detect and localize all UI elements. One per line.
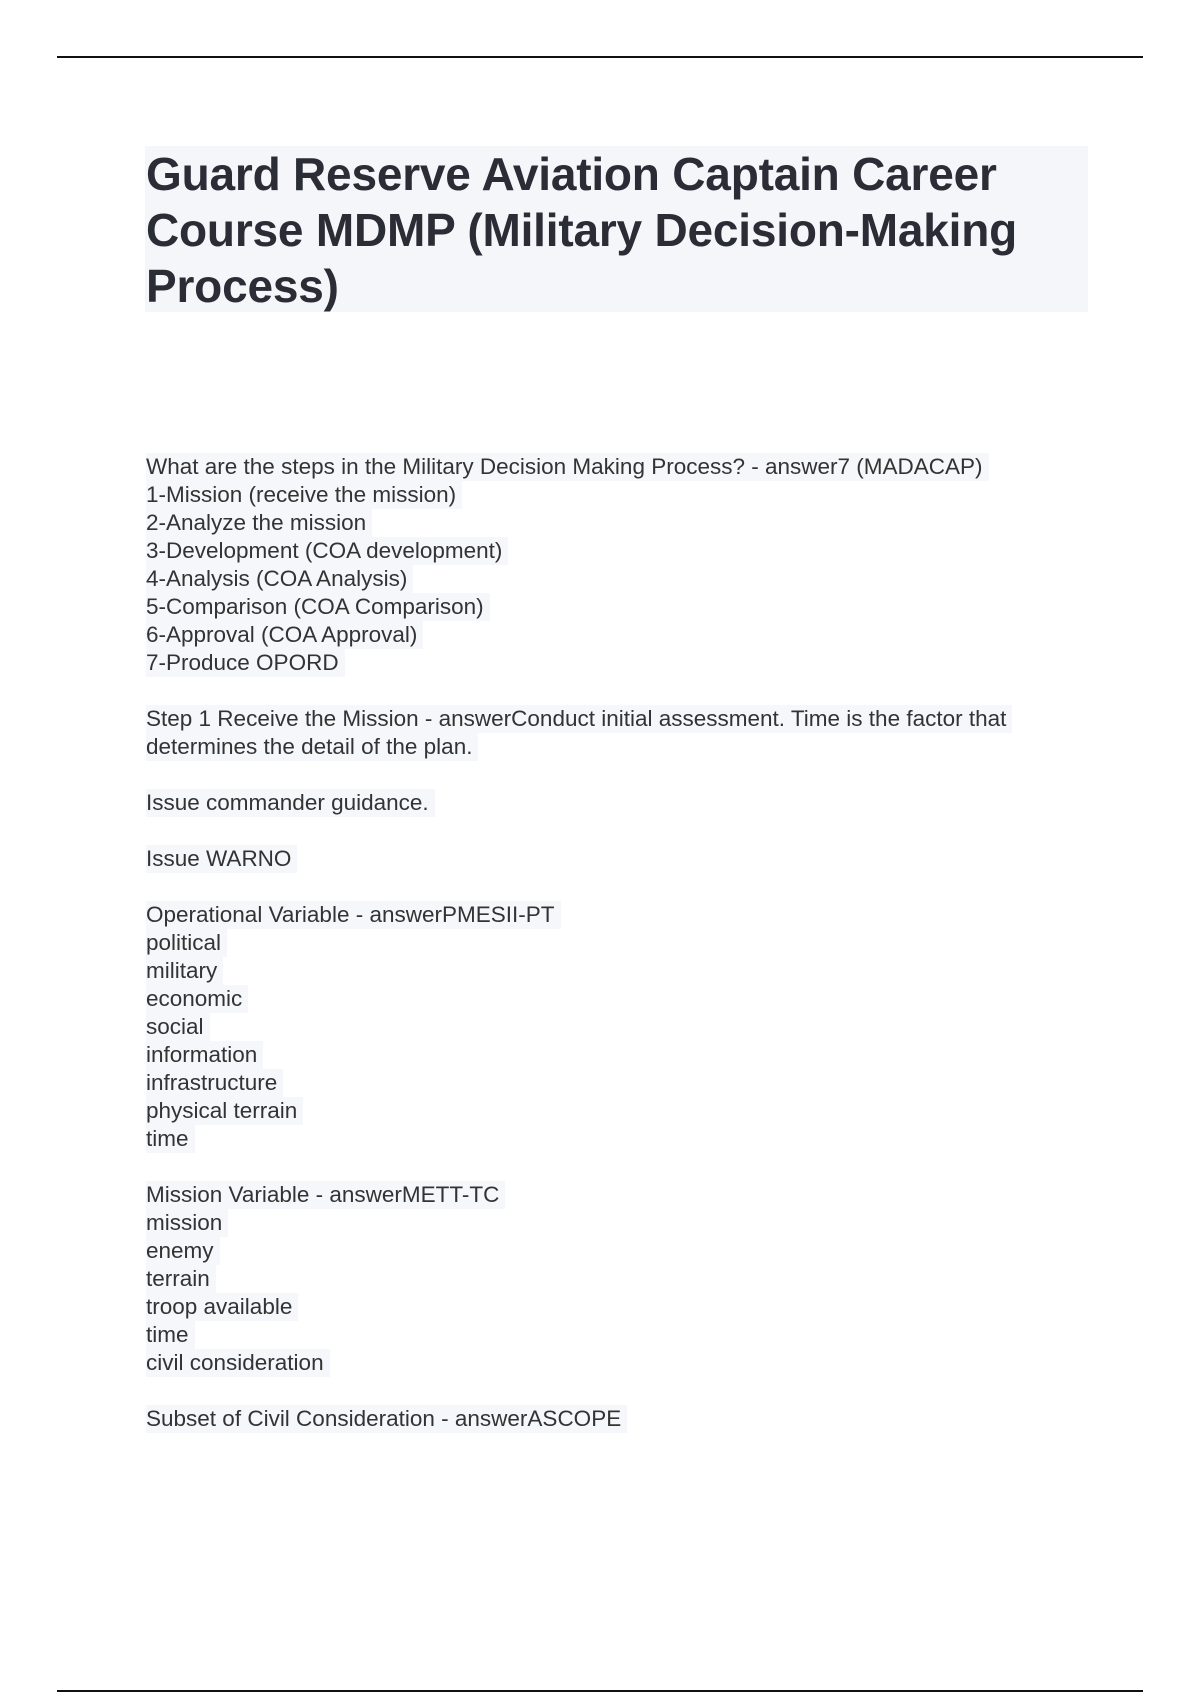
list-item: political — [146, 929, 227, 957]
list-item: 2-Analyze the mission — [146, 509, 372, 537]
list-item: 4-Analysis (COA Analysis) — [146, 565, 413, 593]
list-item: social — [146, 1013, 210, 1041]
list-item: troop available — [146, 1293, 298, 1321]
question-line: Step 1 Receive the Mission - answerConduct initial assessment. Time is the factor that — [146, 705, 1012, 733]
paragraph-commander-guidance — [146, 789, 1106, 817]
list-item: civil consideration — [146, 1349, 330, 1377]
list-item: 5-Comparison (COA Comparison) — [146, 593, 490, 621]
qa-block-mission-variable — [146, 1181, 1106, 1377]
list-item: 7-Produce OPORD — [146, 649, 345, 677]
header-rule — [57, 56, 1143, 58]
document-body — [146, 453, 1106, 1461]
answer-line: determines the detail of the plan. — [146, 733, 478, 761]
list-item: 1-Mission (receive the mission) — [146, 481, 462, 509]
list-item: time — [146, 1321, 195, 1349]
list-item: physical terrain — [146, 1097, 303, 1125]
list-item: economic — [146, 985, 248, 1013]
list-item: military — [146, 957, 223, 985]
question-line: What are the steps in the Military Decision Making Process? - answer7 (MADACAP) — [146, 453, 989, 481]
paragraph-line: Issue commander guidance. — [146, 789, 435, 817]
qa-block-operational-variable — [146, 901, 1106, 1153]
footer-rule — [57, 1690, 1143, 1692]
question-line: Mission Variable - answerMETT-TC — [146, 1181, 505, 1209]
qa-block-step-1 — [146, 705, 1106, 761]
list-item: terrain — [146, 1265, 216, 1293]
list-item: infrastructure — [146, 1069, 283, 1097]
list-item: mission — [146, 1209, 228, 1237]
question-line: Operational Variable - answerPMESII-PT — [146, 901, 561, 929]
list-item: enemy — [146, 1237, 220, 1265]
list-item: 6-Approval (COA Approval) — [146, 621, 423, 649]
paragraph-warno — [146, 845, 1106, 873]
list-item: time — [146, 1125, 195, 1153]
document-title: Guard Reserve Aviation Captain Career Course MDMP (Military Decision-Making Process) — [146, 148, 1018, 312]
list-item: 3-Development (COA development) — [146, 537, 508, 565]
qa-block-civil-consideration — [146, 1405, 1106, 1433]
qa-block-mdmp-steps — [146, 453, 1106, 677]
question-line: Subset of Civil Consideration - answerASCOPE — [146, 1405, 627, 1433]
list-item: information — [146, 1041, 263, 1069]
paragraph-line: Issue WARNO — [146, 845, 297, 873]
